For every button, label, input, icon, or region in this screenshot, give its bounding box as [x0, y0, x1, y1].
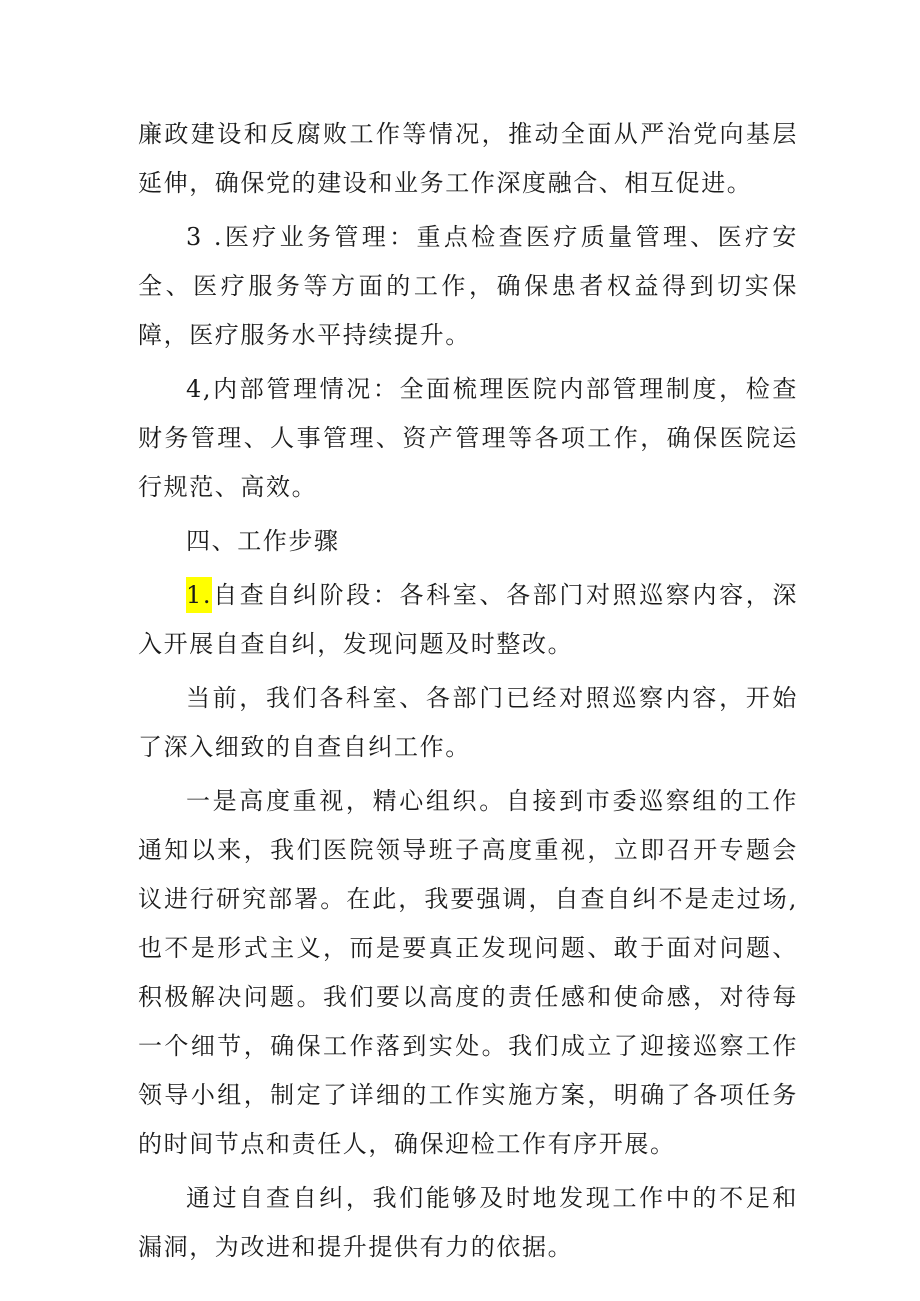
document-body — [138, 110, 798, 1277]
highlighted-number: 1. — [186, 577, 212, 613]
paragraph-current-status: 当前，我们各科室、各部门已经对照巡察内容，开始了深入细致的自查自纠工作。 — [138, 684, 798, 761]
section-heading-work-steps: 四、工作步骤 — [186, 527, 340, 555]
paragraph-integrity-work: 廉政建设和反腐败工作等情况，推动全面从严治党向基层延伸，确保党的建设和业务工作深度融合、相互促进。 — [138, 120, 798, 197]
paragraph-high-attention: 一是高度重视，精心组织。自接到市委巡察组的工作通知以来，我们医院领导班子高度重视，立即召开专题会议进行研究部署。在此，我要强调，自查自纠不是走过场,也不是形式主义，而是要真正发现问题、敢于面对问题、积极解决问题。我们要以高度的责任感和使命感，对待每一个细节，确保工作落到实处。我们成立了迎接巡察工作领导小组，制定了详细的工作实施方案，明确了各项任务的时间节点和责任人，确保迎检工作有序开展。 — [138, 787, 798, 1158]
paragraph-internal-management: 4,内部管理情况：全面梳理医院内部管理制度，检查财务管理、人事管理、资产管理等各项工作，确保医院运行规范、高效。 — [138, 375, 798, 501]
paragraph-self-inspection-stage — [138, 571, 798, 669]
paragraph-text: 自查自纠阶段：各科室、各部门对照巡察内容，深入开展自查自纠，发现问题及时整改。 — [138, 581, 798, 658]
paragraph-medical-business: 3 .医疗业务管理：重点检查医疗质量管理、医疗安全、医疗服务等方面的工作，确保患者权益得到切实保障，医疗服务水平持续提升。 — [138, 223, 798, 349]
paragraph-conclusion: 通过自查自纠，我们能够及时地发现工作中的不足和漏洞，为改进和提升提供有力的依据。 — [138, 1184, 798, 1261]
